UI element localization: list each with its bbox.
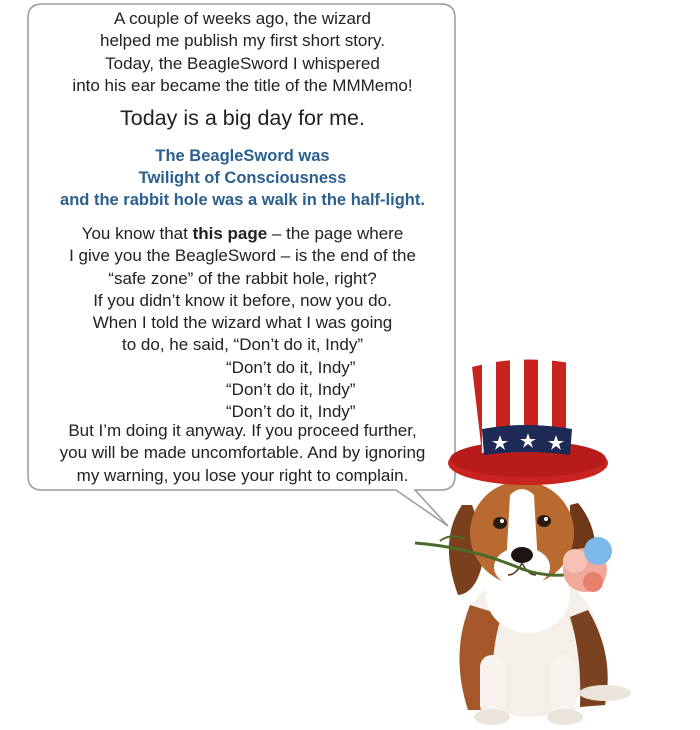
closing-line: my warning, you lose your right to complain. bbox=[76, 465, 409, 485]
closing-line: But I’m doing it anyway. If you proceed further, bbox=[68, 421, 417, 440]
intro-line: into his ear became the title of the MMMemo! bbox=[72, 75, 413, 95]
body-prefix: You know that bbox=[81, 224, 193, 243]
closing-line: you will be made uncomfortable. And by ignoring bbox=[59, 443, 426, 463]
body-first-line bbox=[30, 223, 455, 245]
reveal-line: and the rabbit hole was a walk in the half-light. bbox=[60, 191, 425, 209]
closing-paragraph bbox=[30, 420, 455, 487]
body-line: “safe zone” of the rabbit hole, right? bbox=[108, 268, 377, 288]
warning-paragraph bbox=[30, 223, 455, 424]
body-line: When I told the wizard what I was going bbox=[92, 313, 393, 333]
repeat-line: “Don’t do it, Indy” bbox=[226, 380, 356, 400]
intro-line: helped me publish my first short story. bbox=[99, 31, 385, 51]
body-line: to do, he said, “Don’t do it, Indy” bbox=[122, 335, 363, 355]
intro-paragraph bbox=[30, 8, 455, 97]
beaglesword-reveal bbox=[30, 145, 455, 211]
body-line: If you didn’t know it before, now you do. bbox=[93, 290, 392, 310]
body-suffix: – the page where bbox=[267, 224, 404, 243]
beagle-uncle-sam-hat-icon bbox=[410, 355, 645, 730]
big-day-heading: Today is a big day for me. bbox=[120, 106, 365, 130]
reveal-line: The BeagleSword was bbox=[155, 147, 330, 165]
body-line: I give you the BeagleSword – is the end of the bbox=[69, 246, 416, 266]
intro-line: A couple of weeks ago, the wizard bbox=[113, 9, 372, 28]
repeat-line: “Don’t do it, Indy” bbox=[226, 402, 356, 422]
repeat-line: “Don’t do it, Indy” bbox=[226, 357, 356, 377]
this-page-emphasis: this page bbox=[192, 224, 268, 243]
reveal-line: Twilight of Consciousness bbox=[138, 169, 347, 187]
intro-line: Today, the BeagleSword I whispered bbox=[105, 53, 380, 73]
